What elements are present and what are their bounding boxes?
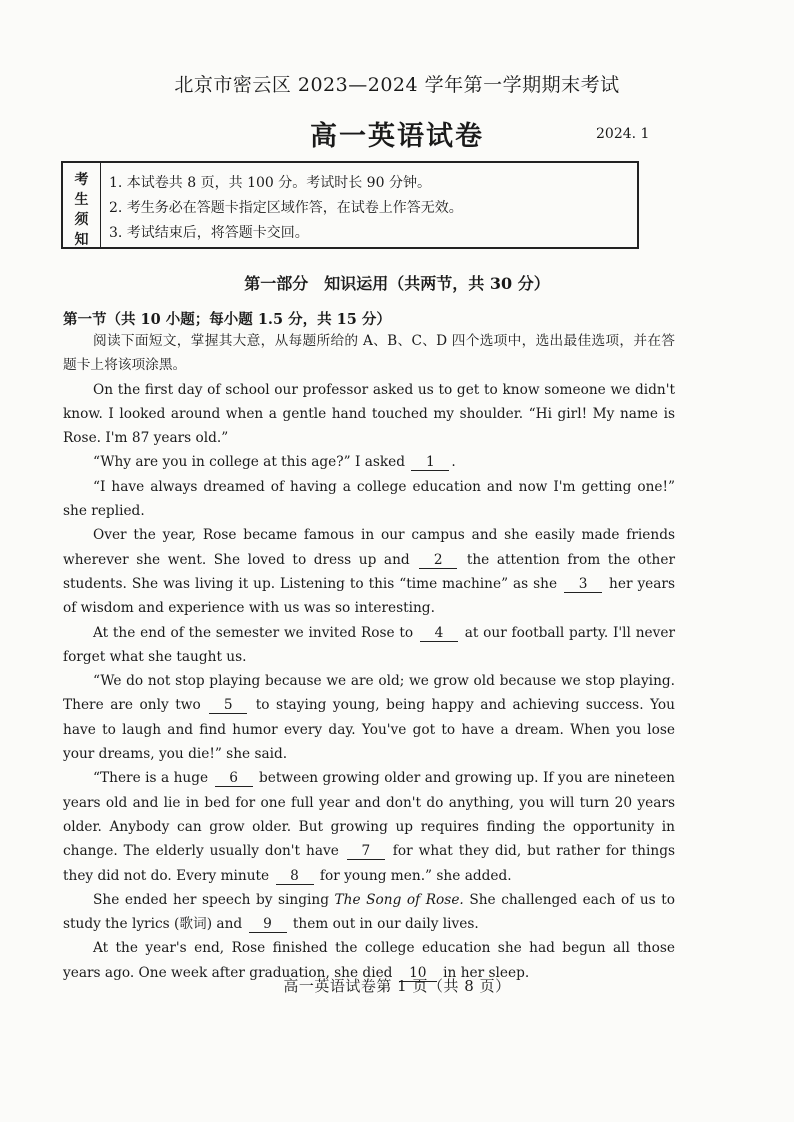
paragraph: On the first day of school our professor asked us to get to know someone we didn't know. I looked around when a gentle hand touched my shoulder. “Hi girl! My name is Rose. I'm 87 years old.”	[63, 381, 675, 447]
paragraph: She ended her speech by singing The Song of Rose. She challenged each of us to study the lyrics (歌词) and 9 them out in our daily lives.	[63, 891, 675, 933]
page-footer: 高一英语试卷第 1 页（共 8 页）	[283, 977, 511, 995]
blank-4: 4	[420, 625, 458, 642]
blank-2: 2	[419, 552, 457, 569]
notice-label	[63, 163, 101, 247]
paragraph: At the end of the semester we invited Rose to 4 at our football party. I'll never forget what she taught us.	[63, 624, 675, 665]
paragraph: “I have always dreamed of having a college education and now I'm getting one!” she replied.	[63, 478, 675, 520]
main-title: 高一英语试卷	[310, 121, 484, 152]
paragraph: Over the year, Rose became famous in our campus and she easily made friends wherever she went. She loved to dress up and 2 the attention from the other students. She was living it up. Listening to this “time machine” as she 3 her years of wisdom and experience with us was so interesting.	[63, 527, 676, 617]
instructions: 阅读下面短文，掌握其大意，从每题所给的 A、B、C、D 四个选项中，选出最佳选项，并在答题卡上将该项涂黑。	[63, 333, 675, 374]
subsection-heading: 第一节（共 10 小题；每小题 1.5 分，共 15 分）	[63, 311, 391, 328]
notice-label-char: 考	[74, 172, 89, 188]
notice-list	[109, 171, 463, 246]
paragraph: “Why are you in college at this age?” I asked 1 .	[93, 454, 456, 471]
notice-label-char: 知	[74, 232, 89, 248]
notice-item: 1. 本试卷共 8 页，共 100 分。考试时长 90 分钟。	[109, 175, 431, 191]
paragraph: “We do not stop playing because we are old; we grow old because we stop playing. There are only two 5 to staying young, being happy and achieving success. You have to laugh and find humor every day. You've got to have a dream. When you lose your dreams, you die!” she said.	[63, 673, 675, 763]
cloze-passage	[63, 329, 675, 985]
blank-7: 7	[347, 843, 385, 860]
notice-item: 2. 考生务必在答题卡指定区域作答，在试卷上作答无效。	[109, 200, 463, 216]
notice-item: 3. 考试结束后，将答题卡交回。	[109, 225, 309, 241]
section-heading: 第一部分 知识运用（共两节，共 30 分）	[244, 274, 550, 293]
exam-title: 北京市密云区 2023—2024 学年第一学期期末考试	[174, 74, 620, 96]
paragraph: At the year's end, Rose finished the college education she had begun all those years ago. One week after graduation, she died 10 in her sleep.	[63, 940, 675, 981]
notice-label-char: 生	[74, 192, 89, 208]
blank-5: 5	[209, 697, 247, 714]
paragraph: “There is a huge 6 between growing older and growing up. If you are nineteen years old and lie in bed for one full year and don't do anything, you will turn 20 years older. Anybody can grow older. But growing up requires finding the opportunity in change. The elderly usually don't have 7 for what they did, but rather for things they did not do. Every minute 8 for young men.” she added.	[63, 770, 675, 884]
blank-6: 6	[215, 770, 253, 787]
candidate-notice-box	[61, 161, 639, 249]
song-title: The Song of Rose.	[334, 891, 464, 908]
exam-date: 2024. 1	[596, 126, 650, 142]
blank-9: 9	[249, 916, 287, 933]
blank-1: 1	[411, 454, 449, 471]
blank-10: 10	[399, 965, 437, 982]
blank-8: 8	[276, 868, 314, 885]
notice-label-char: 须	[74, 212, 89, 228]
blank-3: 3	[564, 576, 602, 593]
